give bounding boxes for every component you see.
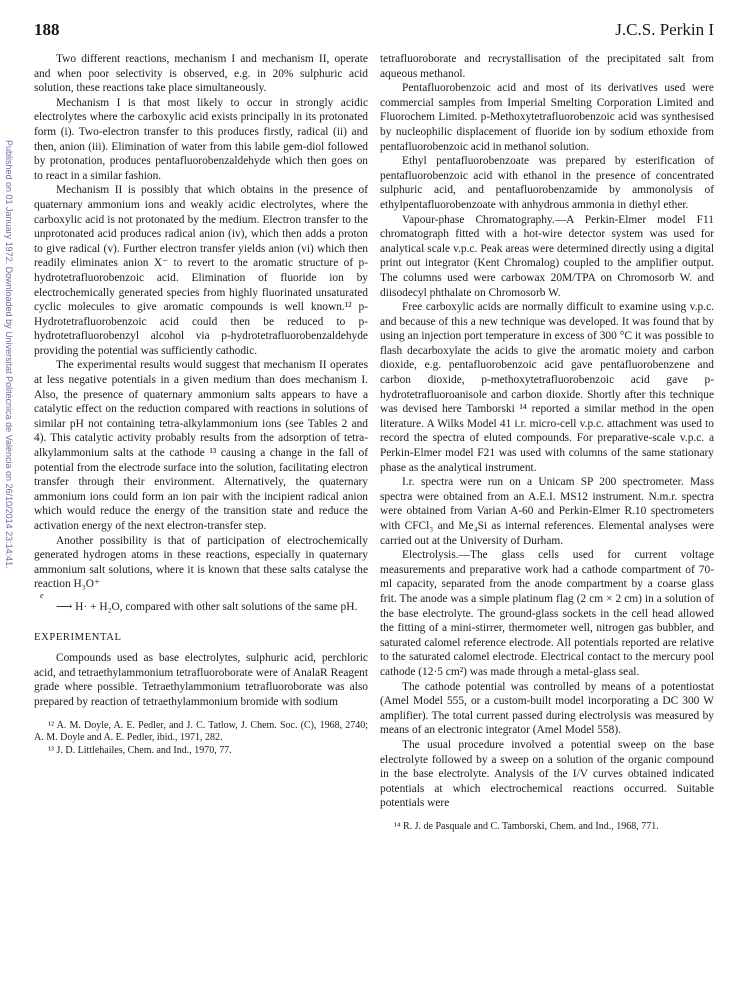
- section-heading-experimental: EXPERIMENTAL: [34, 631, 122, 643]
- paragraph: Free carboxylic acids are normally difficult to examine using v.p.c. and because of this a new technique was developed. It was found that by using an injection port temperature in excess of 300 °C it was possible to flash decarboxylate the acids to give the aromatic moiety and carbon dioxide, e.g. pentafluorobenzoic acid gave pentafluorobenzene and carbon dioxide, p-methoxytetrafluorobenzoic acid gave p-hydrotetrafluoroanisole and carbon dioxide. Shortly after this technique was devised here Tamborski ¹⁴ reported a similar method in the open literature. A Wilks Model 41 i.r. micro-cell v.p.c. attachment was used to record the spectra of eluted compounds. For preparative-scale v.p.c. a Perkin-Elmer model F21 was used with columns of the same stationary phase as the analytical instrument.: [380, 301, 714, 474]
- paragraph: tetrafluoroborate and recrystallisation of the precipitated salt from aqueous methanol.: [380, 53, 714, 80]
- right-column: [380, 52, 714, 834]
- left-column: [34, 52, 368, 758]
- paragraph: Pentafluorobenzoic acid and most of its derivatives used were commercial samples from Imperial Smelting Corporation Limited and Fluorochem Limited. p-Methoxytetrafluorobenzoic acid was synthesised by nucleophilic displacement of fluoride ion by sodium ethoxide from pentafluorobenzoic acid in methanol solution.: [380, 82, 714, 153]
- paragraph: Mechanism II is possibly that which obtains in the presence of quaternary ammonium ions and weakly acidic electrolytes, where the carboxylic acid is not protonated by the medium. Electron transfer to the unprotonated acid produces radical anion (iv), which then adds a proton to give radical (v). Further electron transfer yields anion (vi) which then readily eliminates anion X⁻ to revert to the aromatic structure of p-hydrotetrafluorobenzoic acid. Elimination of fluoride ion by electrochemically generated species from highly fluorinated unsaturated cyclic molecules to give aromatic compounds is well known.¹² p-Hydrotetrafluorobenzoic acid could then be reduced to p-hydrotetrafluorobenzyl alcohol via p-hydrotetrafluorobenzaldehyde providing the potential was sufficiently cathodic.: [34, 184, 368, 357]
- journal-title: J.C.S. Perkin I: [615, 20, 714, 39]
- download-watermark: [2, 140, 16, 900]
- paragraph: Mechanism I is that most likely to occur in strongly acidic electrolytes where the carboxylic acid exists principally in its protonated form (i). Two-electron transfer to this produces firstly, radical (ii) and then, anion (iii). Elimination of water from this labile gem-diol followed by protonation, produces pentafluorobenzaldehyde which then goes on to react in a similar fashion.: [34, 96, 368, 182]
- paragraph: Ethyl pentafluorobenzoate was prepared by esterification of pentafluorobenzoic acid with ethanol in the presence of concentrated sulphuric acid, and pentafluorobenzamide by ammonolysis of ethylpentafluorobenzoate with anhydrous ammonia in diethyl ether.: [380, 155, 714, 211]
- paragraph: I.r. spectra were run on a Unicam SP 200 spectrometer. Mass spectra were obtained from an A.E.I. MS12 instrument. N.m.r. spectra were obtained from Varian A-60 and Perkin-Elmer R.10 spectrometers with CFCl₃ and Me₄Si as internal references. Elemental analyses were carried out at the University of Durham.: [380, 476, 714, 547]
- reaction-arrow-label: e: [40, 590, 44, 600]
- paragraph: The cathode potential was controlled by means of a potentiostat (Amel Model 555, or a custom-built model incorporating a DC 300 W amplifier). The total current passed during electrolysis was measured by means of an electronic integrator (Amel Model 558).: [380, 680, 714, 737]
- footnote: ¹² A. M. Doyle, A. E. Pedler, and J. C. Tatlow, J. Chem. Soc. (C), 1968, 2740; A. M. Doyle and A. E. Pedler, ibid., 1971, 282.: [34, 719, 368, 744]
- reaction-line: ⟶ H· + H₂O, compared with other salt solutions of the same pH.: [56, 600, 358, 613]
- page-header: [34, 20, 714, 42]
- footnotes-right: [380, 821, 714, 834]
- paragraph: Electrolysis.—The glass cells used for current voltage measurements and preparative work had a cathode compartment of 70-ml capacity, separated from the anode compartment by a coarse glass frit. The anode was a simple platinum flag (2 cm × 2 cm) in a solution of the base electrolyte. The ground-glass sockets in the cell head allowed the fitting of a mini-stirrer, thermometer well, nitrogen gas bubbler, and saturated calomel reference electrode. All potentials reported are relative to the saturated calomel electrode. Electrical contact to the mercury pool cathode (12·5 cm²) was made through a metal-glass seal.: [380, 549, 714, 678]
- paragraph: The usual procedure involved a potential sweep on the base electrolyte followed by a sweep on a solution of the organic compound in the base electrolyte. Analysis of the I/V curves obtained indicated potentials at which electrochemical reactions occurred. Suitable potentials were: [380, 738, 714, 810]
- page-number: 188: [34, 20, 60, 39]
- footnotes-left: [34, 720, 368, 758]
- watermark-text: Published on 01 January 1972. Downloaded by Universitat Politècnica de València on 26/10/2014 23:14:41.: [4, 140, 14, 569]
- footnote: ¹⁴ R. J. de Pasquale and C. Tamborski, Chem. and Ind., 1968, 771.: [394, 820, 659, 832]
- paragraph: Two different reactions, mechanism I and mechanism II, operate and when poor selectivity is observed, e.g. in 20% sulphuric acid solution, these reactions take place simultaneously.: [34, 53, 368, 95]
- paragraph: Vapour-phase Chromatography.—A Perkin-Elmer model F11 chromatograph fitted with a hot-wire detector system was used for analytical scale v.p.c. Peak areas were determined directly using a digital print out integrator (Kent Chromalog) coupled to the amplifier output. The columns used were carbowax 20M/TPA on Chromosorb W. and diisodecyl phthalate on Chromosorb W.: [380, 213, 714, 299]
- paragraph: Another possibility is that of participation of electrochemically generated hydrogen atoms in these reactions, especially in quaternary ammonium salt solutions, where it is known that these salts catalyse the reaction H₃O⁺: [34, 534, 368, 591]
- paragraph: The experimental results would suggest that mechanism II operates at less negative potentials in a given medium than does mechanism I. Also, the presence of quaternary ammonium salts appears to have a catalytic effect on the reduction compared with reactions in solutions of similar pH not containing tetra-alkylammonium ions (see Tables 2 and 4). This catalytic activity probably results from the adsorption of tetra-alkylammonium salts at the cathode ¹³ causing a change in the fall of potential from the electrode surface into the solution, facilitating electron transfer through their environment. Alternatively, the quaternary ammonium ions could form an ion pair with the incipient radical anion which would reduce the energy of the transition state and reduce the activation energy of the next electron-transfer step.: [34, 359, 368, 532]
- paragraph: Compounds used as base electrolytes, sulphuric acid, perchloric acid, and tetraethylammonium tetrafluoroborate were of AnalaR Reagent grade where possible. Tetraethylammonium tetrafluoroborate was also prepared by reaction of tetraethylammonium bromide with sodium: [34, 652, 368, 708]
- footnote: ¹³ J. D. Littlehailes, Chem. and Ind., 1970, 77.: [48, 745, 232, 757]
